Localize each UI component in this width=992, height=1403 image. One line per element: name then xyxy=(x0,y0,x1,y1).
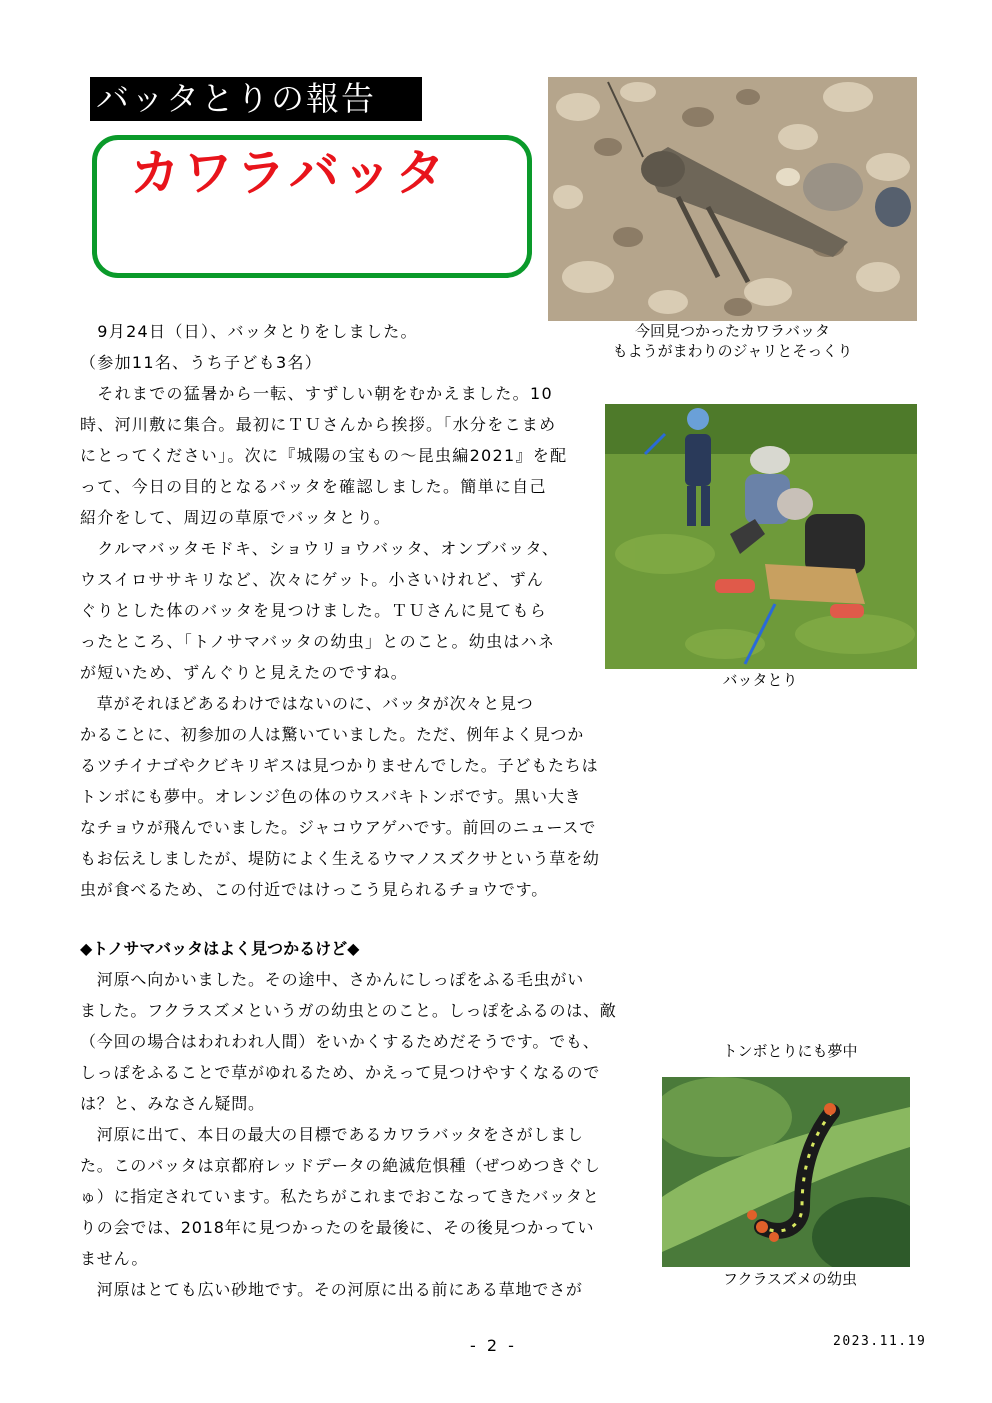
text-line: ウスイロササキリなど、次々にゲット。小さいけれど、ずん xyxy=(80,570,545,589)
subtitle: カワラバッタ xyxy=(130,144,448,202)
text-line: かることに、初参加の人は驚いていました。ただ、例年よく見つか xyxy=(80,725,585,744)
photo3-caption-below: フクラスズメの幼虫 xyxy=(722,1270,858,1288)
text-line: ました。フクラスズメというガの幼虫とのこと。しっぽをふるのは、敵 xyxy=(80,1001,617,1020)
text-line: それまでの猛暑から一転、すずしい朝をむかえました。10 xyxy=(80,384,553,403)
text-line: た。このバッタは京都府レッドデータの絶滅危惧種（ぜつめつきぐし xyxy=(80,1156,601,1175)
text-line: って、今日の目的となるバッタを確認しました。簡単に自己 xyxy=(80,477,547,496)
text-line: 紹介をして、周辺の草原でバッタとり。 xyxy=(80,508,392,527)
intro-paragraph xyxy=(80,316,600,378)
text-line: 9月24日（日）、バッタとりをしました。 xyxy=(80,322,418,341)
text-line: なチョウが飛んでいました。ジャコウアゲハです。前回のニュースで xyxy=(80,818,597,837)
paragraph-3 xyxy=(80,688,660,905)
page-number: - 2 - xyxy=(470,1336,517,1355)
issue-date: 2023.11.19 xyxy=(833,1334,927,1349)
grasshopper-photo xyxy=(548,77,917,321)
section-heading: ◆トノサマバッタはよく見つかるけど◆ xyxy=(80,939,360,958)
text-line: 虫が食べるため、この付近ではけっこう見られるチョウです。 xyxy=(80,880,549,899)
text-line: （参加11名、うち子ども3名） xyxy=(80,353,323,372)
text-line: 時、河川敷に集合。最初にＴＵさんから挨拶。「水分をこまめ xyxy=(80,415,557,434)
paragraph-1 xyxy=(80,378,600,533)
text-line: りの会では、2018年に見つかったのを最後に、その後見つかってい xyxy=(80,1218,595,1237)
paragraph-5 xyxy=(80,1119,660,1305)
text-line: ません。 xyxy=(80,1249,149,1268)
text-line: トンボにも夢中。オレンジ色の体のウスバキトンボです。黒い大き xyxy=(80,787,582,806)
caterpillar-photo xyxy=(662,1077,910,1267)
text-line: （今回の場合はわれわれ人間）をいかくするためだそうです。でも、 xyxy=(80,1032,600,1051)
text-line: しっぽをふることで草がゆれるため、かえって見つけやすくなるので xyxy=(80,1063,601,1082)
text-line: もお伝えしましたが、堤防によく生えるウマノスズクサという草を幼 xyxy=(80,849,600,868)
text-line: るツチイナゴやクビキリギスは見つかりませんでした。子どもたちは xyxy=(80,756,599,775)
photo1-caption-line2: もようがまわりのジャリとそっくり xyxy=(612,342,853,360)
photo3-caption-above: トンボとりにも夢中 xyxy=(722,1042,858,1060)
text-line: 河原はとても広い砂地です。その河原に出る前にある草地でさが xyxy=(80,1280,583,1299)
grasshopper-catching-photo xyxy=(605,404,917,669)
text-line: 河原に出て、本日の最大の目標であるカワラバッタをさがしまし xyxy=(80,1125,584,1144)
text-line: にとってください」。次に『城陽の宝もの～昆虫編2021』を配 xyxy=(80,446,568,465)
photo1-caption-line1: 今回見つかったカワラバッタ xyxy=(634,322,830,340)
text-line: 草がそれほどあるわけではないのに、バッタが次々と見つ xyxy=(80,694,534,713)
text-line: ゅ）に指定されています。私たちがこれまでおこなってきたバッタと xyxy=(80,1187,600,1206)
text-line: 河原へ向かいました。その途中、さかんにしっぽをふる毛虫がい xyxy=(80,970,585,989)
page-title: バッタとりの報告 xyxy=(90,77,422,121)
paragraph-2 xyxy=(80,533,600,688)
text-line: ぐりとした体のバッタを見つけました。ＴＵさんに見てもら xyxy=(80,601,548,620)
text-line: クルマバッタモドキ、ショウリョウバッタ、オンブバッタ、 xyxy=(80,539,560,558)
text-line: が短いため、ずんぐりと見えたのですね。 xyxy=(80,663,409,682)
paragraph-4 xyxy=(80,964,660,1119)
text-line: は？と、みなさん疑問。 xyxy=(80,1094,265,1113)
text-line: ったところ、「トノサマバッタの幼虫」とのこと。幼虫はハネ xyxy=(80,632,556,651)
photo2-caption: バッタとり xyxy=(722,671,798,689)
